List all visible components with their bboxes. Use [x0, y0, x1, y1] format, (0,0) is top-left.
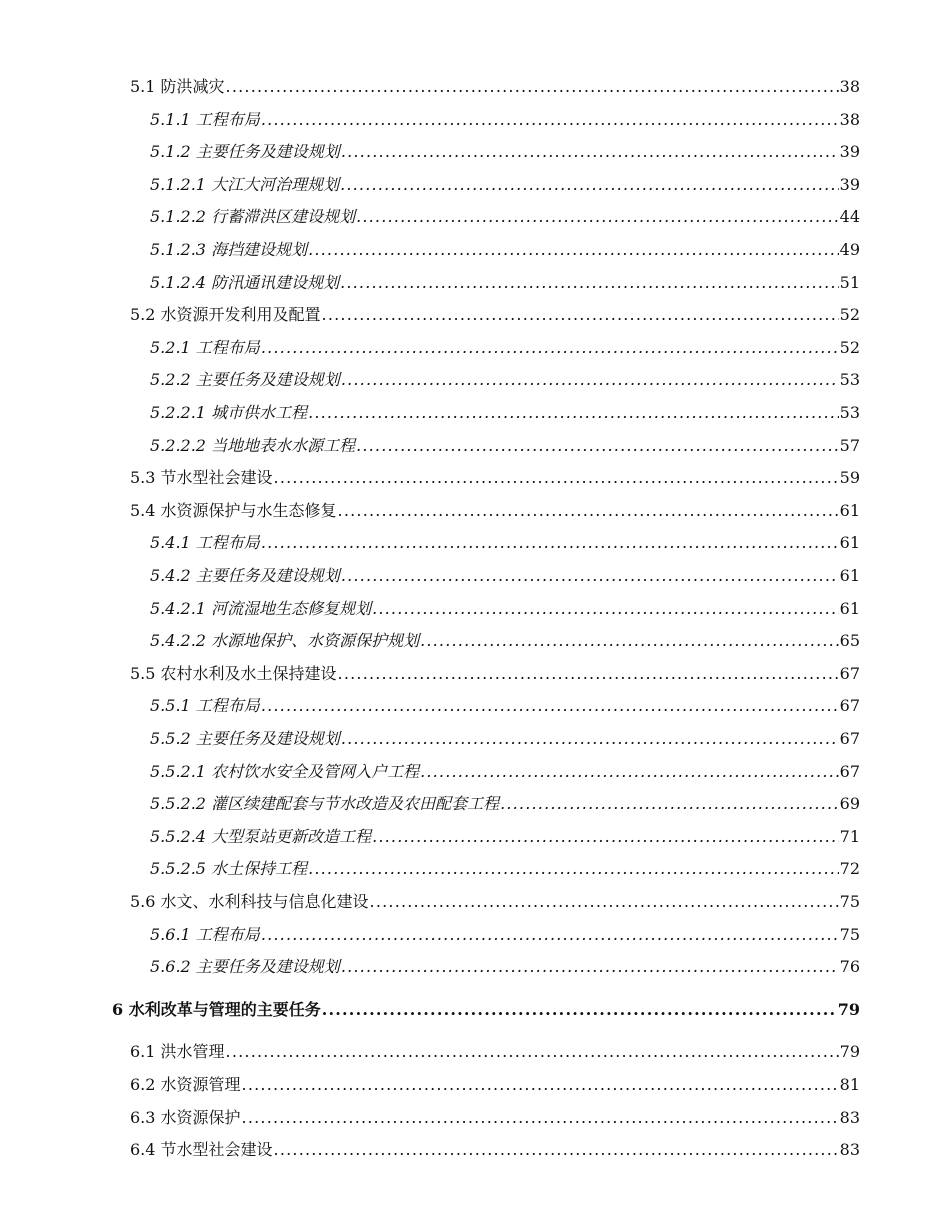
toc-entry-title: 5.2.2 主要任务及建设规划 — [150, 370, 340, 390]
toc-entry-title: 5.2 水资源开发利用及配置 — [130, 305, 321, 325]
toc-entry-title: 5.5.2.2 灌区续建配套与节水改造及农田配套工程 — [150, 794, 500, 814]
toc-entry-page-number: 61 — [839, 566, 860, 585]
toc-entry-title: 5.2.2.2 当地地表水水源工程 — [150, 435, 356, 455]
toc-entry-page-number: 52 — [839, 305, 860, 325]
toc-entry-title: 5.1.1 工程布局 — [150, 109, 260, 129]
toc-entry-title: 6.4 节水型社会建设 — [130, 1140, 273, 1160]
toc-entry-page-number: 61 — [839, 500, 860, 520]
toc-entry-page-number: 83 — [839, 1107, 860, 1127]
toc-entry-page-number: 67 — [839, 696, 860, 716]
dot-leader — [226, 1041, 839, 1063]
dot-leader — [261, 695, 839, 717]
toc-entry[interactable] — [150, 369, 860, 391]
toc-entry-page-number: 57 — [839, 435, 860, 455]
toc-entry-page-number: 76 — [839, 957, 860, 977]
toc-entry[interactable] — [150, 793, 860, 815]
toc-entry-page-number: 67 — [839, 761, 860, 781]
toc-entry-page-number: 79 — [839, 1042, 860, 1062]
toc-entry[interactable] — [150, 826, 860, 848]
dot-leader — [420, 761, 839, 783]
toc-entry[interactable] — [150, 630, 860, 652]
toc-entry-page-number: 61 — [839, 598, 860, 618]
toc-entry-page-number: 71 — [839, 826, 860, 846]
toc-entry-title: 5.1.2.1 大江大河治理规划 — [150, 174, 340, 194]
toc-entry-title: 5.5.2 主要任务及建设规划 — [150, 729, 340, 748]
dot-leader — [372, 598, 839, 620]
toc-entry-page-number: 61 — [839, 533, 860, 553]
dot-leader — [341, 369, 839, 391]
toc-entry-title: 5.4.2.2 水源地保护、水资源保护规划 — [150, 631, 420, 651]
dot-leader — [308, 239, 839, 261]
dot-leader — [338, 500, 839, 522]
toc-entry[interactable] — [130, 1139, 860, 1161]
dot-leader — [372, 826, 839, 848]
toc-entry-title: 5.2.1 工程布局 — [150, 337, 260, 357]
toc-entry-title: 5.6.2 主要任务及建设规划 — [150, 957, 340, 977]
toc-entry-page-number: 49 — [839, 240, 860, 259]
dot-leader — [261, 109, 839, 131]
toc-entry-title: 5.1.2.3 海挡建设规划 — [150, 240, 308, 259]
toc-entry[interactable] — [150, 695, 860, 717]
toc-entry[interactable] — [130, 1107, 860, 1129]
toc-entry-page-number: 51 — [839, 272, 860, 292]
toc-entry-title: 5.6.1 工程布局 — [150, 924, 260, 944]
toc-entry-title: 5.4 水资源保护与水生态修复 — [130, 500, 337, 520]
dot-leader — [341, 956, 839, 978]
toc-entry-title: 5.1.2 主要任务及建设规划 — [150, 142, 340, 162]
toc-entry-title: 5.2.2.1 城市供水工程 — [150, 403, 308, 422]
toc-entry-title: 5.3 节水型社会建设 — [130, 468, 273, 488]
toc-entry-page-number: 65 — [839, 631, 860, 651]
toc-entry[interactable] — [150, 109, 860, 131]
toc-entry[interactable] — [150, 924, 860, 946]
toc-entry-page-number: 44 — [839, 207, 860, 227]
toc-entry-title: 6.1 洪水管理 — [130, 1042, 225, 1062]
toc-entry-page-number: 72 — [839, 859, 860, 879]
toc-entry-page-number: 81 — [839, 1075, 860, 1094]
toc-entry[interactable] — [130, 891, 860, 913]
toc-entry-page-number: 38 — [839, 109, 860, 129]
toc-entry-page-number: 53 — [839, 403, 860, 422]
dot-leader — [226, 76, 839, 98]
dot-leader — [341, 728, 839, 750]
dot-leader — [500, 793, 839, 815]
toc-entry-title: 5.1.2.2 行蓄滞洪区建设规划 — [150, 207, 356, 227]
toc-entry-page-number: 67 — [839, 663, 860, 683]
toc-entry[interactable] — [150, 141, 860, 163]
dot-leader — [242, 1107, 839, 1129]
dot-leader — [370, 891, 839, 913]
toc-entry[interactable] — [150, 956, 860, 978]
toc-entry-title: 6.2 水资源管理 — [130, 1075, 241, 1094]
toc-entry-page-number: 69 — [839, 794, 860, 814]
dot-leader — [274, 467, 839, 489]
toc-entry[interactable] — [150, 402, 860, 424]
toc-entry[interactable] — [150, 858, 860, 880]
dot-leader — [420, 630, 839, 652]
toc-entry-title: 5.4.2 主要任务及建设规划 — [150, 566, 340, 585]
dot-leader — [308, 402, 839, 424]
toc-entry-page-number: 52 — [839, 337, 860, 357]
toc-entry-page-number: 39 — [839, 174, 860, 194]
dot-leader — [341, 141, 839, 163]
dot-leader — [340, 174, 839, 196]
toc-entry[interactable] — [150, 337, 860, 359]
toc-entry[interactable] — [150, 435, 860, 457]
toc-entry[interactable] — [130, 467, 860, 489]
toc-entry-page-number: 53 — [839, 370, 860, 390]
dot-leader — [308, 858, 839, 880]
dot-leader — [261, 924, 839, 946]
toc-entry-page-number: 38 — [839, 77, 860, 96]
toc-entry-page-number: 75 — [839, 892, 860, 911]
toc-entry-page-number: 39 — [839, 142, 860, 162]
toc-entry[interactable] — [112, 999, 860, 1021]
toc-entry-title: 5.1 防洪减灾 — [130, 77, 225, 96]
dot-leader — [356, 206, 839, 228]
toc-entry[interactable] — [130, 663, 860, 685]
dot-leader — [340, 272, 839, 294]
toc-entry[interactable] — [150, 728, 860, 750]
toc-entry[interactable] — [130, 76, 860, 98]
toc-entry[interactable] — [150, 206, 860, 228]
toc-entry-title: 5.1.2.4 防汛通讯建设规划 — [150, 272, 340, 292]
dot-leader — [341, 565, 839, 587]
toc-entry-title: 5.4.2.1 河流湿地生态修复规划 — [150, 598, 372, 618]
dot-leader — [242, 1074, 839, 1096]
toc-entry-title: 5.5.2.1 农村饮水安全及管网入户工程 — [150, 761, 420, 781]
toc-entry-page-number: 75 — [839, 924, 860, 944]
toc-entry[interactable] — [150, 565, 860, 587]
toc-entry-title: 5.5.2.5 水土保持工程 — [150, 859, 308, 879]
toc-entry[interactable] — [150, 598, 860, 620]
dot-leader — [338, 663, 839, 685]
toc-entry[interactable] — [150, 532, 860, 554]
toc-entry-title: 6 水利改革与管理的主要任务 — [112, 999, 321, 1019]
toc-entry[interactable] — [130, 1074, 860, 1096]
toc-entry[interactable] — [150, 174, 860, 196]
toc-entry-title: 6.3 水资源保护 — [130, 1107, 241, 1127]
dot-leader — [261, 532, 839, 554]
toc-entry[interactable] — [130, 500, 860, 522]
dot-leader — [261, 337, 839, 359]
dot-leader — [274, 1139, 839, 1161]
dot-leader — [356, 435, 839, 457]
toc-entry-title: 5.4.1 工程布局 — [150, 533, 260, 553]
toc-entry-title: 5.5 农村水利及水土保持建设 — [130, 663, 337, 683]
toc-entry-page-number: 67 — [839, 729, 860, 748]
toc-entry[interactable] — [150, 239, 860, 261]
toc-entry-title: 5.5.1 工程布局 — [150, 696, 260, 716]
toc-entry[interactable] — [130, 1041, 860, 1063]
toc-entry-page-number: 83 — [839, 1140, 860, 1160]
toc-entry[interactable] — [150, 272, 860, 294]
toc-entry-page-number: 79 — [837, 999, 860, 1019]
dot-leader — [322, 999, 837, 1021]
toc-entry-title: 5.5.2.4 大型泵站更新改造工程 — [150, 826, 372, 846]
toc-entry-title: 5.6 水文、水利科技与信息化建设 — [130, 892, 369, 911]
toc-entry[interactable] — [130, 304, 860, 326]
toc-entry[interactable] — [150, 761, 860, 783]
toc-entry-page-number: 59 — [839, 468, 860, 488]
dot-leader — [322, 304, 839, 326]
